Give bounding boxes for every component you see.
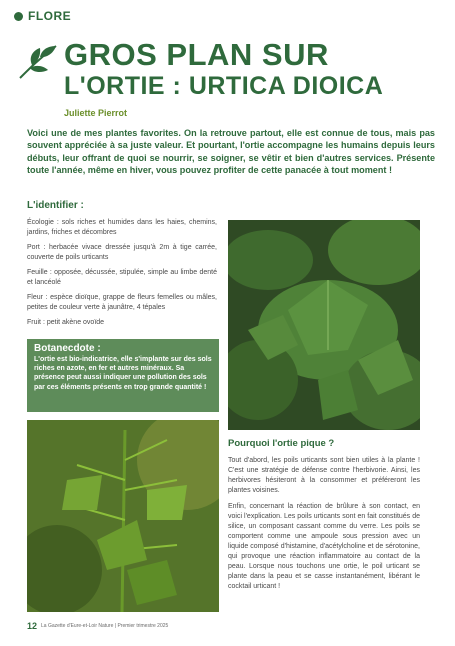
nettle-flowers-photo (27, 420, 219, 612)
leaf-sprig-icon (18, 44, 58, 80)
section-bullet-icon (14, 12, 23, 21)
title-line-1: GROS PLAN SUR (64, 37, 329, 72)
intro-paragraph: Voici une de mes plantes favorites. On la retrouve partout, elle est connue de tous, mais pas souvent appréciée à sa juste valeur. Et pourtant, l'ortie accompagne les humains depuis leurs débuts, leur offrant de quoi se nourrir, se soigner, se vêtir et bien d'autres services. Présente toute l'année, même en hiver, vous pouvez profiter de cette panacée à tout moment ! (27, 128, 435, 175)
pourquoi-paragraph-2: Enfin, concernant la réaction de brûlure à son contact, en voici l'explication. Les poils urticants sont en fait constitués de silice, un composant cassant comme du verre. Les poils se comportent comme une ampoule sous pression avec un liquide composé d'histamine, d'acétylcholine et de sérotonine, qui provoque une réaction inflammatoire au contact de la peau. Lorsque nous touchons une ortie, le poil urticant se plante dans la peau et se casse instantanément, libérant le cocktail urticant ! (228, 503, 420, 590)
identifier-list (27, 218, 217, 333)
identifier-item-ecologie: Écologie : sols riches et humides dans les haies, chemins, jardins, friches et décombres (27, 219, 217, 236)
footer-text: La Gazette d'Eure-et-Loir Nature | Premier trimestre 2025 (41, 623, 169, 629)
identifier-item-fruit: Fruit : petit akène ovoïde (27, 319, 105, 326)
identifier-item-fleur: Fleur : espèce dioïque, grappe de fleurs femelles ou mâles, petites de couleur verte à jaunâtre, 4 tépales (27, 294, 217, 311)
botanecdote-box (27, 339, 219, 412)
identifier-item-feuille: Feuille : opposée, décussée, stipulée, simple au limbe denté et lancéolé (27, 269, 217, 286)
section-label: FLORE (28, 9, 72, 23)
botanecdote-title: Botanecdote : (34, 343, 101, 354)
title-line-2: L'ORTIE : URTICA DIOICA (64, 72, 384, 100)
author: Juliette Pierrot (64, 108, 128, 118)
pourquoi-paragraph-1: Tout d'abord, les poils urticants sont bien utiles à la plante ! C'est une stratégie de défense contre l'herbivorie. Ainsi, les herbivores hésiteront à la consommer et préféreront les plantes voisines. (228, 457, 420, 494)
pourquoi-body (228, 456, 420, 598)
identifier-item-port: Port : herbacée vivace dressée jusqu'à 2m à tige carrée, couverte de poils urticants (27, 244, 217, 261)
nettle-leaves-photo (228, 220, 420, 430)
page-number: 12 (27, 621, 38, 631)
pourquoi-title: Pourquoi l'ortie pique ? (228, 438, 335, 449)
botanecdote-text: L'ortie est bio-indicatrice, elle s'implante sur des sols riches en azote, en fer et autres minéraux. Sa présence peut aussi indiquer une pollution des sols par ces éléments présents en trop grande quantité ! (34, 356, 212, 391)
identifier-title: L'identifier : (27, 200, 84, 211)
